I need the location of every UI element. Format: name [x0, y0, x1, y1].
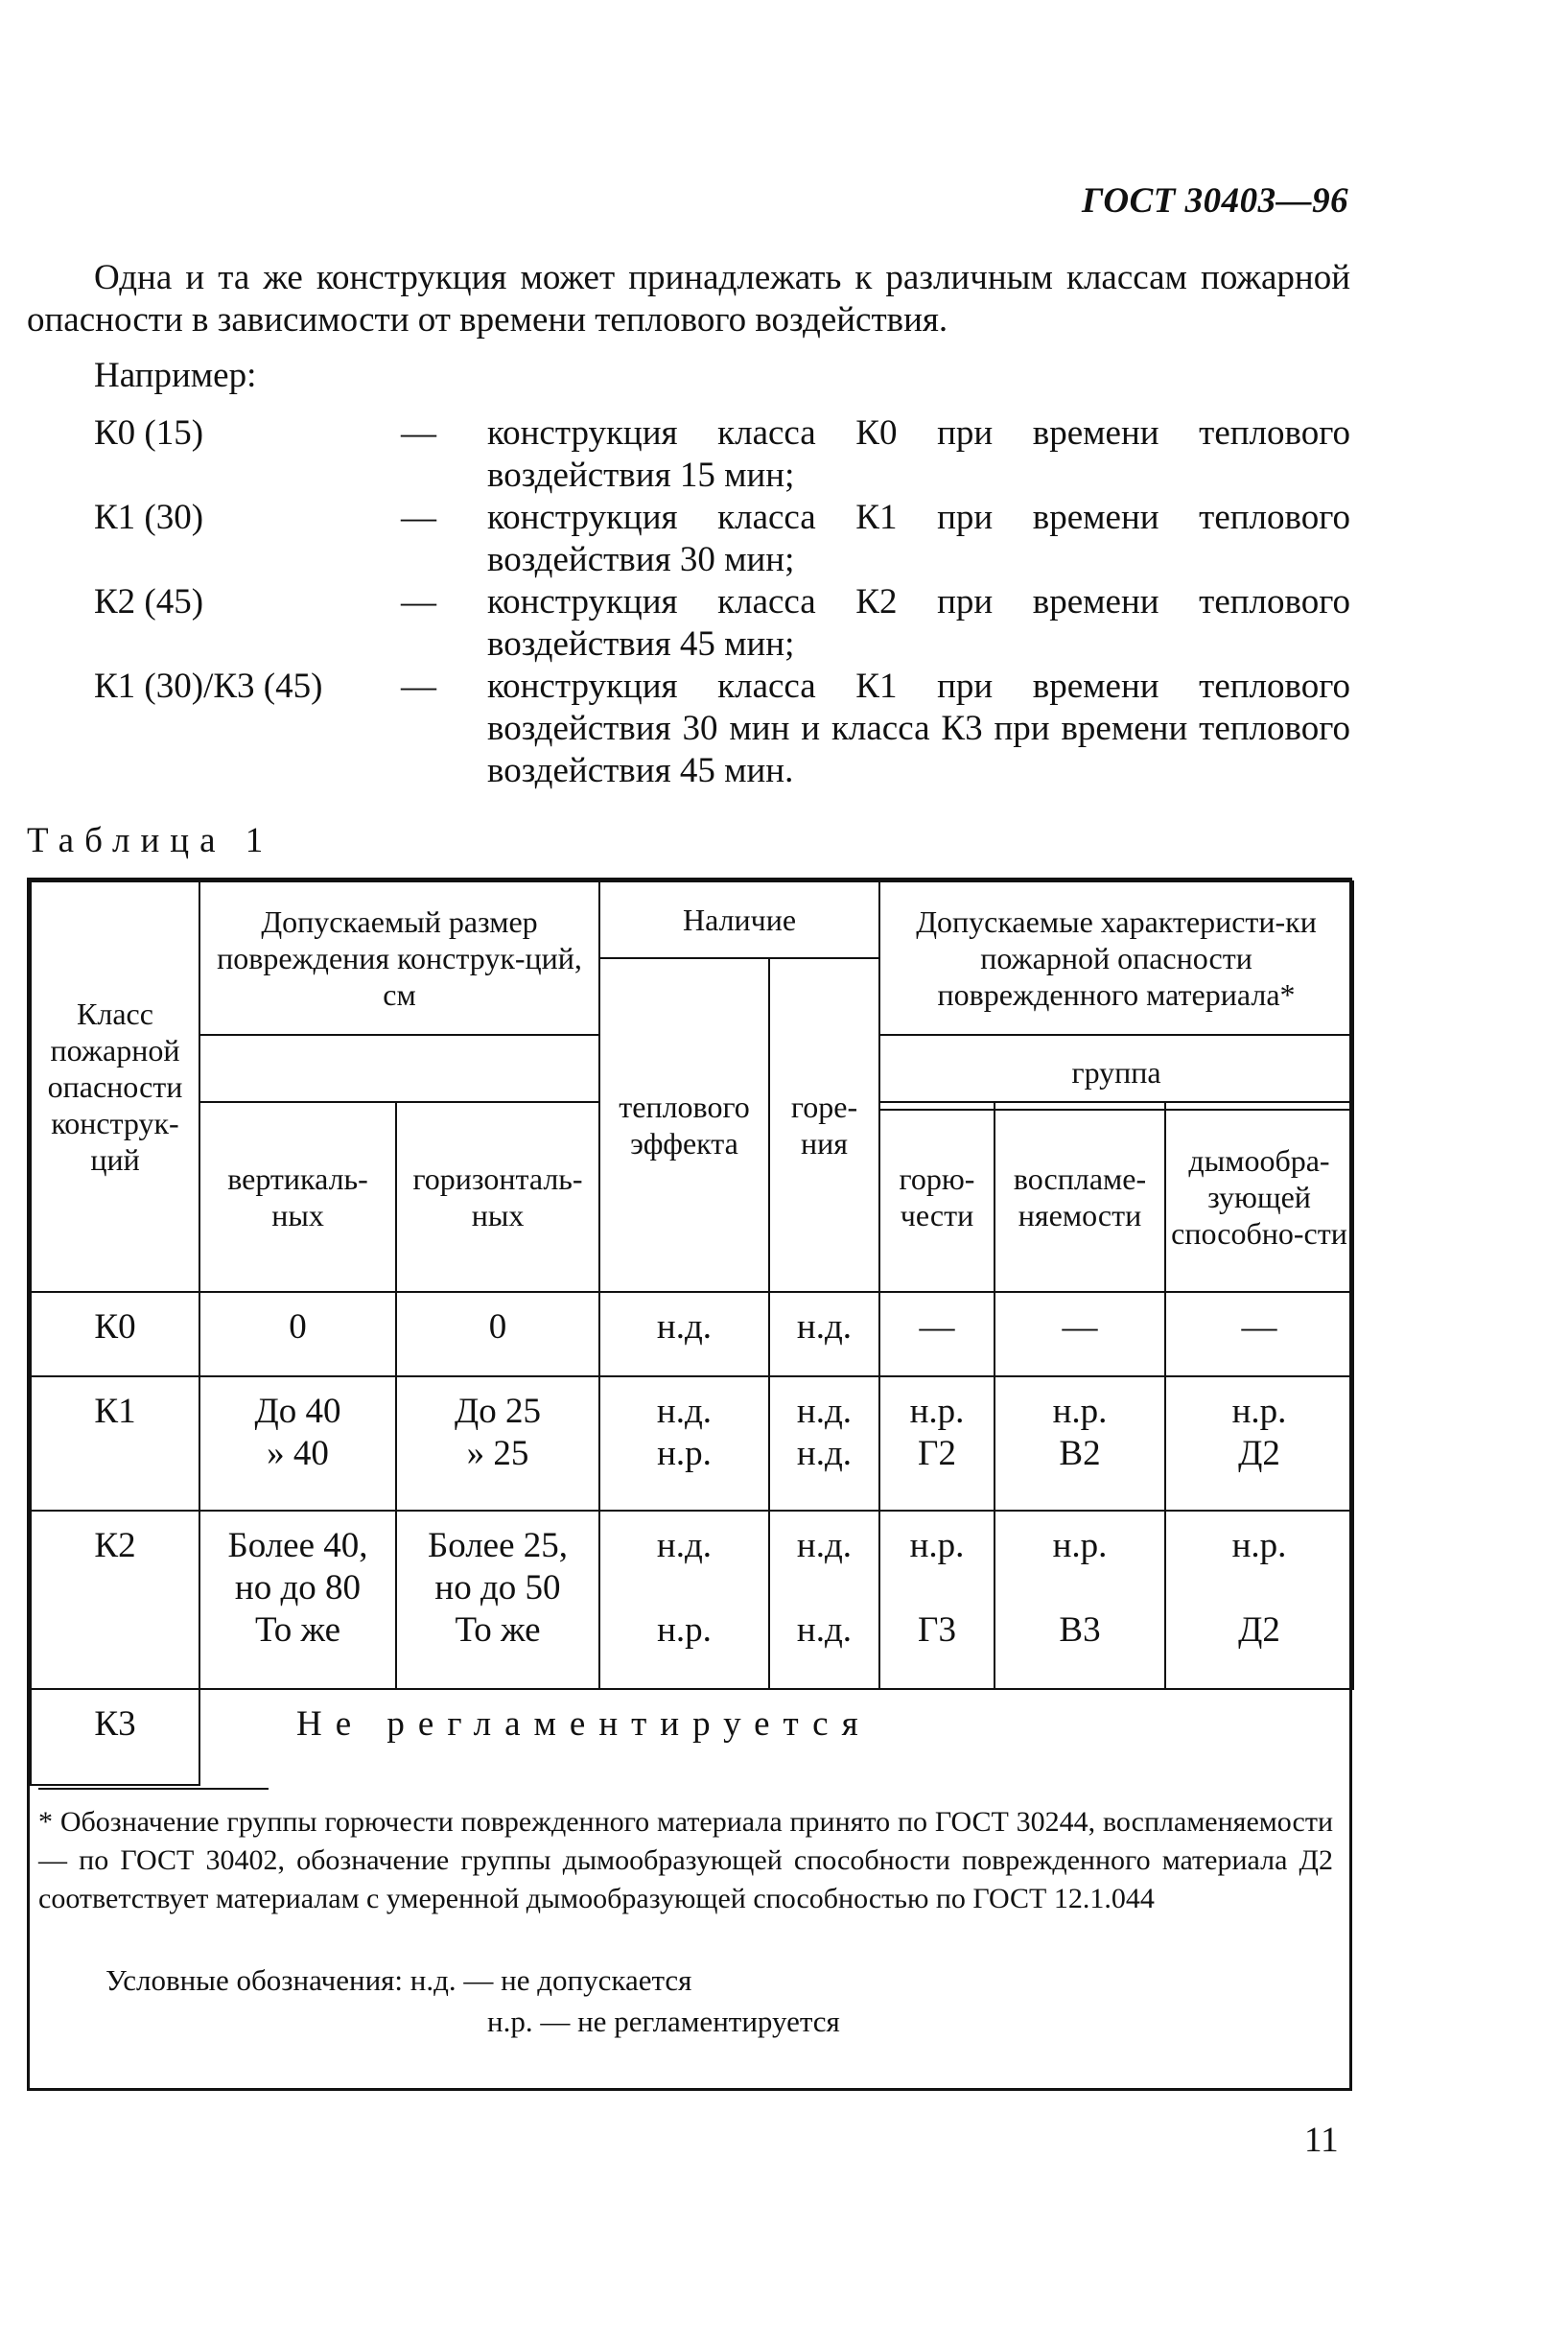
legend-line: Условные обозначения: н.д. — не допускается: [105, 1963, 692, 1997]
example-item: [94, 581, 1350, 666]
cell-thermal: н.д.: [599, 1292, 769, 1376]
header-smoke: дымообра-зующей способно-сти: [1165, 1102, 1353, 1292]
example-item: [94, 412, 1350, 497]
header-damage-size: Допускаемый размер повреждения конструк-ций, см: [199, 881, 599, 1035]
cell-flammability: н.р. В3: [995, 1511, 1165, 1689]
footnote: * Обозначение группы горючести поврежденного материала принято по ГОСТ 30244, воспламеняемости — по ГОСТ 30402, обозначение группы дымообразующей способности поврежденного материала Д2 соответствует материалам с умеренной дымообразующей способностью по ГОСТ 12.1.044: [38, 1806, 1333, 1914]
page-number: 11: [1304, 2121, 1339, 2160]
table-row: [31, 1689, 1353, 1785]
example-code: К1 (30): [94, 498, 204, 537]
example-dash: —: [401, 582, 436, 622]
header-combustibility: горю-чести: [879, 1102, 995, 1292]
cell-thermal: н.д. н.р.: [599, 1376, 769, 1511]
table-row: [31, 1376, 1353, 1511]
example-code: К2 (45): [94, 582, 204, 622]
header-flammability: воспламе-няемости: [995, 1102, 1165, 1292]
cell-burning: н.д. н.д.: [769, 1511, 879, 1689]
footnote-divider: [38, 1788, 269, 1790]
example-code: К1 (30)/К3 (45): [94, 667, 323, 706]
header-characteristics: Допускаемые характеристи-ки пожарной опасности поврежденного материала*: [879, 881, 1353, 1035]
example-text: конструкция класса К1 при времени теплового воздействия 30 мин;: [487, 498, 1350, 579]
example-list: [94, 412, 1350, 792]
table-row: [31, 1511, 1353, 1689]
cell-combustibility: н.р. Г3: [879, 1511, 995, 1689]
example-label: Например:: [94, 356, 257, 395]
cell-burning: н.д.: [769, 1292, 879, 1376]
legend-line: н.р. — не регламентируется: [487, 2005, 840, 2038]
example-text: конструкция класса К2 при времени теплового воздействия 45 мин;: [487, 582, 1350, 664]
cell-combustibility: н.р. Г2: [879, 1376, 995, 1511]
cell-thermal: н.д. н.р.: [599, 1511, 769, 1689]
cell-smoke: н.р. Д2: [1165, 1511, 1353, 1689]
cell-class: К0: [31, 1292, 199, 1376]
example-code: К0 (15): [94, 413, 204, 453]
cell-smoke: —: [1165, 1292, 1353, 1376]
cell-horizontal: До 25 » 25: [396, 1376, 599, 1511]
example-dash: —: [401, 667, 436, 706]
cell-flammability: —: [995, 1292, 1165, 1376]
cell-class: К1: [31, 1376, 199, 1511]
cell-horizontal: Более 25, но до 50 То же: [396, 1511, 599, 1689]
cell-class: К2: [31, 1511, 199, 1689]
header-vertical: вертикаль-ных: [199, 1102, 396, 1292]
cell-not-regulated: Не регламентируется: [199, 1689, 1353, 1785]
example-item: [94, 666, 1350, 792]
document-code: ГОСТ 30403—96: [1082, 181, 1349, 221]
cell-horizontal: 0: [396, 1292, 599, 1376]
intro-paragraph: Одна и та же конструкция может принадлежать к различным классам пожарной опасности в зависимости от времени теплового воздействия.: [27, 258, 1350, 340]
example-text: конструкция класса К0 при времени теплового воздействия 15 мин;: [487, 413, 1350, 495]
header-group: группа: [879, 1035, 1353, 1110]
example-dash: —: [401, 413, 436, 453]
cell-vertical: Более 40, но до 80 То же: [199, 1511, 396, 1689]
table-row: [31, 1292, 1353, 1376]
cell-class: К3: [31, 1689, 199, 1785]
cell-vertical: 0: [199, 1292, 396, 1376]
header-class: Класс пожарной опасности конструк-ций: [31, 881, 199, 1292]
example-text: конструкция класса К1 при времени теплового воздействия 30 мин и класса К3 при времени теплового воздействия 45 мин.: [487, 667, 1350, 790]
cell-flammability: н.р. В2: [995, 1376, 1165, 1511]
cell-vertical: До 40 » 40: [199, 1376, 396, 1511]
header-thermal-effect: теплового эффекта: [599, 958, 769, 1292]
table-caption: Таблица 1: [27, 821, 274, 860]
header-burning: горе-ния: [769, 958, 879, 1292]
header-horizontal: горизонталь-ных: [396, 1102, 599, 1292]
header-presence: Наличие: [599, 881, 879, 958]
cell-combustibility: —: [879, 1292, 995, 1376]
cell-burning: н.д. н.д.: [769, 1376, 879, 1511]
example-dash: —: [401, 498, 436, 537]
cell-smoke: н.р. Д2: [1165, 1376, 1353, 1511]
example-item: [94, 497, 1350, 581]
